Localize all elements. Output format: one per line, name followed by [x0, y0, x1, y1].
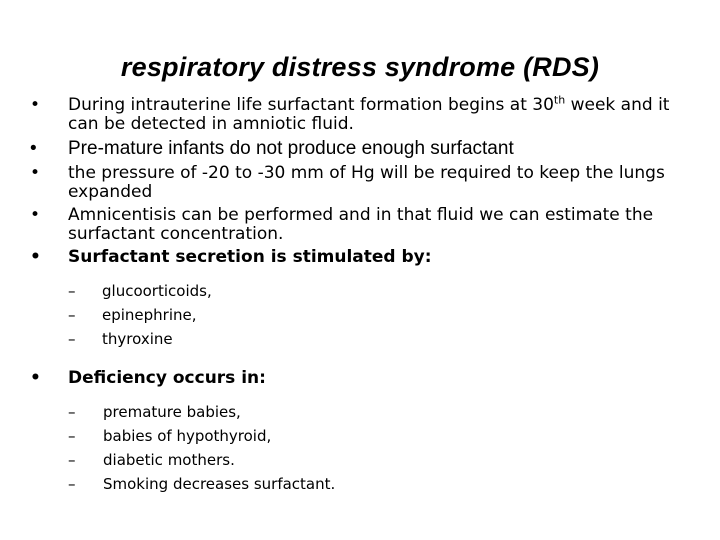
spacer	[0, 355, 720, 369]
bullet-premature-infants	[0, 138, 720, 160]
bullet-surfactant-formation	[0, 93, 720, 134]
bullet-text: Amnicentisis can be performed and in that fluid we can estimate the surfactant concentration.	[68, 205, 654, 244]
sub-item-text: glucoorticoids,	[102, 282, 212, 300]
sub-item-text: premature babies,	[103, 403, 241, 421]
bullet-list	[0, 93, 720, 500]
sub-item-text: Smoking decreases surfactant.	[103, 475, 336, 493]
sub-item-text: babies of hypothyroid,	[103, 427, 272, 445]
sub-item	[68, 327, 690, 351]
dash-marker: –	[68, 451, 76, 469]
dash-marker: –	[68, 475, 76, 493]
bullet-text: Deficiency occurs in:	[68, 368, 266, 388]
sub-item-text: epinephrine,	[102, 306, 197, 324]
bullet-pressure	[0, 164, 720, 202]
bullet-marker: •	[30, 368, 41, 388]
sub-item-text: diabetic mothers.	[103, 451, 235, 469]
bullet-text: During intrauterine life surfactant formation begins at 30	[68, 95, 554, 115]
sub-item	[68, 424, 690, 448]
bullet-text-cont: week and it can be detected in amniotic fluid.	[68, 95, 670, 134]
bullet-stimulated-by	[0, 248, 720, 351]
dash-marker: –	[68, 330, 76, 348]
bullet-marker: •	[30, 95, 41, 115]
sub-list-deficiency	[68, 400, 690, 496]
bullet-text: Pre-mature infants do not produce enough surfactant	[68, 138, 514, 159]
bullet-deficiency	[0, 369, 720, 496]
bullet-marker: •	[30, 247, 41, 267]
slide-title: respiratory distress syndrome (RDS)	[120, 52, 600, 82]
dash-marker: –	[68, 403, 76, 421]
sub-list-stimulators	[68, 279, 690, 351]
bullet-marker: •	[30, 205, 41, 225]
dash-marker: –	[68, 306, 76, 324]
sub-item	[68, 448, 690, 472]
bullet-marker: •	[30, 138, 37, 159]
sub-item	[68, 400, 690, 424]
bullet-superscript: th	[553, 93, 566, 107]
bullet-marker: •	[30, 163, 41, 183]
sub-item	[68, 303, 690, 327]
dash-marker: –	[68, 427, 76, 445]
bullet-text: the pressure of -20 to -30 mm of Hg will be required to keep the lungs expanded	[68, 163, 665, 202]
sub-item-text: thyroxine	[102, 330, 173, 348]
sub-item	[68, 279, 690, 303]
bullet-text: Surfactant secretion is stimulated by:	[68, 247, 432, 267]
dash-marker: –	[68, 282, 76, 300]
sub-item	[68, 472, 690, 496]
bullet-amniocentesis	[0, 206, 720, 244]
